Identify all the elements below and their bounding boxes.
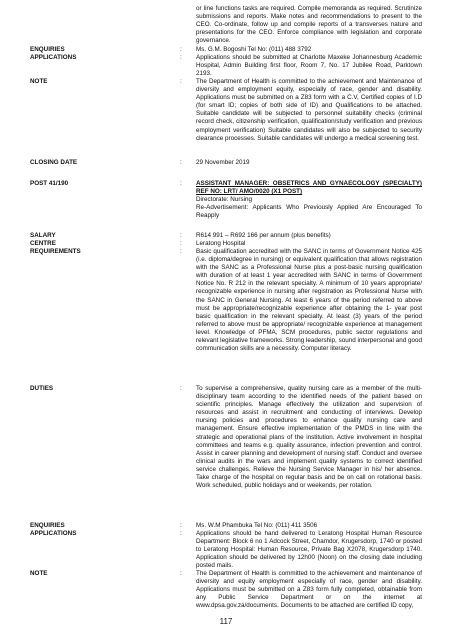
duties-value: To supervise a comprehensive, quality nursing care as a member of the multi-disciplinary team according to the identified needs of the patient based on scientific principles. Manage effectively the utilization and supervision of resources and assist in recruitment and conducting of interviews. Develop nursing policies and procedures to enhance quality nursing care and management. Ensure effective implementation of the PMDS in line with the strategic and operational plans of the institution. Active involvement in hospital committees and teams e.g. quality assurance, infection prevention and control. Assist in career planning and development of nursing staff. Conduct and oversee clinical audits in the wars and implement quality systems to correct identified service challenges. Relieve the Nursing Service Manager in his/ her absence. Take charge of the hospital on regular basis and be on call on rotational basis. Work scheduled, public holidays and or weekends, per rotation. bbox=[196, 385, 422, 490]
applications-value: Applications should be hand delivered to Leratong Hospital Human Resource Department: Block 6 no 1 Adcock Street, Chamdor, Krugersdorp, 1740 or posted to Leratong Hospital: Human Resource, Private Bag X2078, Krugersdorp 1740. Application should be delivered by 12h00 (Noon) on the closing date including posted mails. bbox=[196, 530, 422, 570]
applications-value: Applications should be submitted at Charlotte Maxeke Johannesburg Academic Hospital, Admin Building first floor, Room 7, No. 17 Jubilee Road, Parktown 2193. bbox=[196, 54, 422, 78]
intro-paragraph: or line functions tasks are required. Compile memoranda as required. Scrutinize submissions and reports. Make notes and recommendations to present to the CEO. Co-ordinate, follow up and compile reports of a transverses nature and presentations for the CEO. Enforce compliance with legislation and corporate governance. bbox=[196, 5, 422, 45]
centre-value: Leratong Hospital bbox=[196, 240, 246, 247]
applications-label: APPLICATIONS bbox=[30, 530, 77, 537]
closing-date-value: 29 November 2019 bbox=[196, 159, 250, 166]
note-value: The Department of Health is committed to the achievement and Maintenance of diversity and employment equity, especially of race, gender and disability. Applications must be submitted on a Z83 form with a C.V, Certified copies of I.D (for smart ID; copies of both side of ID) and Qualifications to be attached. Suitable candidate will be subjected to personnel suitability checks (criminal record check, citizenship verification, qualification/study verification and previous employment verification) Suitable candidates will also be subjected to security clearance processes. Suitable candidates will undergo a medical screening test. bbox=[196, 78, 422, 142]
readvert-note: Re-Advertisement: Applicants Who Previously Applied Are Encouraged To Reapply bbox=[196, 204, 422, 220]
duties-label: DUTIES bbox=[30, 385, 54, 392]
centre-label: CENTRE bbox=[30, 240, 56, 247]
post-title: ASSISTANT MANAGER: OBSETRICS AND GYNAECOLOGY (SPECIALTY) REF NO: LRT/ AMO/0020 (X1 POST) bbox=[196, 180, 422, 196]
closing-date-label: CLOSING DATE bbox=[30, 159, 78, 166]
page-number: 117 bbox=[219, 617, 233, 626]
document-page: or line functions tasks are required. Compile memoranda as required. Scrutinize submissions and reports. Make notes and recommendations to present to the CEO. Co-ordinate, follow up and compile reports of a transverses nature and presentations for the CEO. Enforce compliance with legislation and corporate governance. ENQUIRIES : Ms. G.M. Bogoshi Tel No: (011) 488 3792 APPLICATIONS : Applications should be submitted at Charlotte Maxeke Johannesburg Academic Hospital, Admin Building first floor, Room 7, No. 17 Jubilee Road, Parktown 2193. NOTE : The Department of Health is committed to the achievement and Maintenance of diversity and employment equity, especially of race, gender and disability. Applications must be submitted on a Z83 form with a C.V, Certified copies of I.D (for smart ID; copies of both side of ID) and Qualifications to be attached. Suitable candidate will be subjected to personnel suitability checks (criminal record check, citizenship verification, qualification/study verification and previous employment verification) Suitable candidates will also be subjected to security clearance processes. Suitable candidates will undergo a medical screening test. CLOSING DATE : 29 November 2019 POST 41/190 : ASSISTANT MANAGER: OBSETRICS AND GYNAECOLOGY (SPECIALTY) REF NO: LRT/ AMO/0020 (X1 POST) Directorate: Nursing Re-Advertisement: Applicants Who Previously Applied Are Encouraged To Reapply SALARY : R614 991 – R692 166 per annum (plus benefits) CENTRE : Leratong Hospital REQUIREMENTS : Basic qualification accredited with the SANC in terms of Government Notice 425 (i.e. diploma/degree in nursing) or equivalent qualification that allows registration with the SANC as a Professional Nurse plus a post-basic nursing qualification with duration of at least 1 year accredited with SANC in terms of Government Notice No. R 212 in the relevant specialty. A minimum of 10 years appropriate/ recognizable experience in nursing after registration as Professional Nurse with the SANC in General Nursing. At least 6 years of the period referred to above must be appropriate/recognizable experience after obtaining the 1- year post basic qualification in the relevant specialty. At least (3) years of the period referred to above must be appropriate/ recognizable experience at management level. Knowledge of PFMA, SCM procedures, public sector regulations and relevant legislative frameworks. Strong leadership, sound interpersonal and good communication skills are a necessity. Computer literacy. DUTIES : To supervise a comprehensive, quality nursing care as a member of the multi-disciplinary team according to the identified needs of the patient based on scientific principles. Manage effectively the utilization and supervision of resources and assist in recruitment and conducting of interviews. Develop nursing policies and procedures to enhance quality nursing care and management. Ensure effective implementation of the PMDS in line with the strategic and operational plans of the institution. Active involvement in hospital committees and teams e.g. quality assurance, infection prevention and control. Assist in career planning and development of nursing staff. Conduct and oversee clinical audits in the wars and implement quality systems to correct identified service challenges. Relieve the Nursing Service Manager in his/ her absence. Take charge of the hospital on regular basis and be on call on rotational basis. Work scheduled, public holidays and or weekends, per rotation. ENQUIRIES : Ms. W.M Phambuka Tel No: (011) 411 3506 APPLICATIONS : Applications should be hand delivered to Leratong Hospital Human Resource Department: Block 6 no 1 Adcock Street, Chamdor, Krugersdorp, 1740 or posted to Leratong Hospital: Human Resource, Private Bag X2078, Krugersdorp 1740. Application should be delivered by 12h00 (Noon) on the closing date including posted mails. NOTE : The Department of Health is committed to the achievement and maintenance of diversity and equity employment especially of race, gender and disability. Applications must be submitted on a Z83 form fully completed, obtainable from any Public Service Department or on the internet at www.dpsa.gov.za/documents. Documents to be attached are certified ID copy, 117 bbox=[0, 0, 452, 640]
enquiries-value: Ms. W.M Phambuka Tel No: (011) 411 3506 bbox=[196, 522, 318, 529]
enquiries-label: ENQUIRIES bbox=[30, 522, 65, 529]
requirements-value: Basic qualification accredited with the SANC in terms of Government Notice 425 (i.e. diploma/degree in nursing) or equivalent qualification that allows registration with the SANC as a Professional Nurse plus a post-basic nursing qualification with duration of at least 1 year accredited with SANC in terms of Government Notice No. R 212 in the relevant specialty. A minimum of 10 years appropriate/ recognizable experience in nursing after registration as Professional Nurse with the SANC in General Nursing. At least 6 years of the period referred to above must be appropriate/recognizable experience after obtaining the 1- year post basic qualification in the relevant specialty. At least (3) years of the period referred to above must be appropriate/ recognizable experience at management level. Knowledge of PFMA, SCM procedures, public sector regulations and relevant legislative frameworks. Strong leadership, sound interpersonal and good communication skills are a necessity. Computer literacy. bbox=[196, 248, 422, 353]
enquiries-label: ENQUIRIES bbox=[30, 46, 65, 53]
enquiries-value: Ms. G.M. Bogoshi Tel No: (011) 488 3792 bbox=[196, 46, 312, 53]
salary-value: R614 991 – R692 166 per annum (plus benefits) bbox=[196, 232, 331, 239]
note-label: NOTE bbox=[30, 78, 48, 85]
applications-label: APPLICATIONS bbox=[30, 54, 77, 61]
note-value: The Department of Health is committed to the achievement and maintenance of diversity and equity employment especially of race, gender and disability. Applications must be submitted on a Z83 form fully completed, obtainable from any Public Service Department or on the internet at www.dpsa.gov.za/documents. Documents to be attached are certified ID copy, bbox=[196, 570, 422, 610]
directorate: Directorate: Nursing bbox=[196, 196, 252, 204]
requirements-label: REQUIREMENTS bbox=[30, 248, 81, 255]
salary-label: SALARY bbox=[30, 232, 56, 239]
post-number: POST 41/190 bbox=[30, 180, 69, 187]
note-label: NOTE bbox=[30, 570, 48, 577]
